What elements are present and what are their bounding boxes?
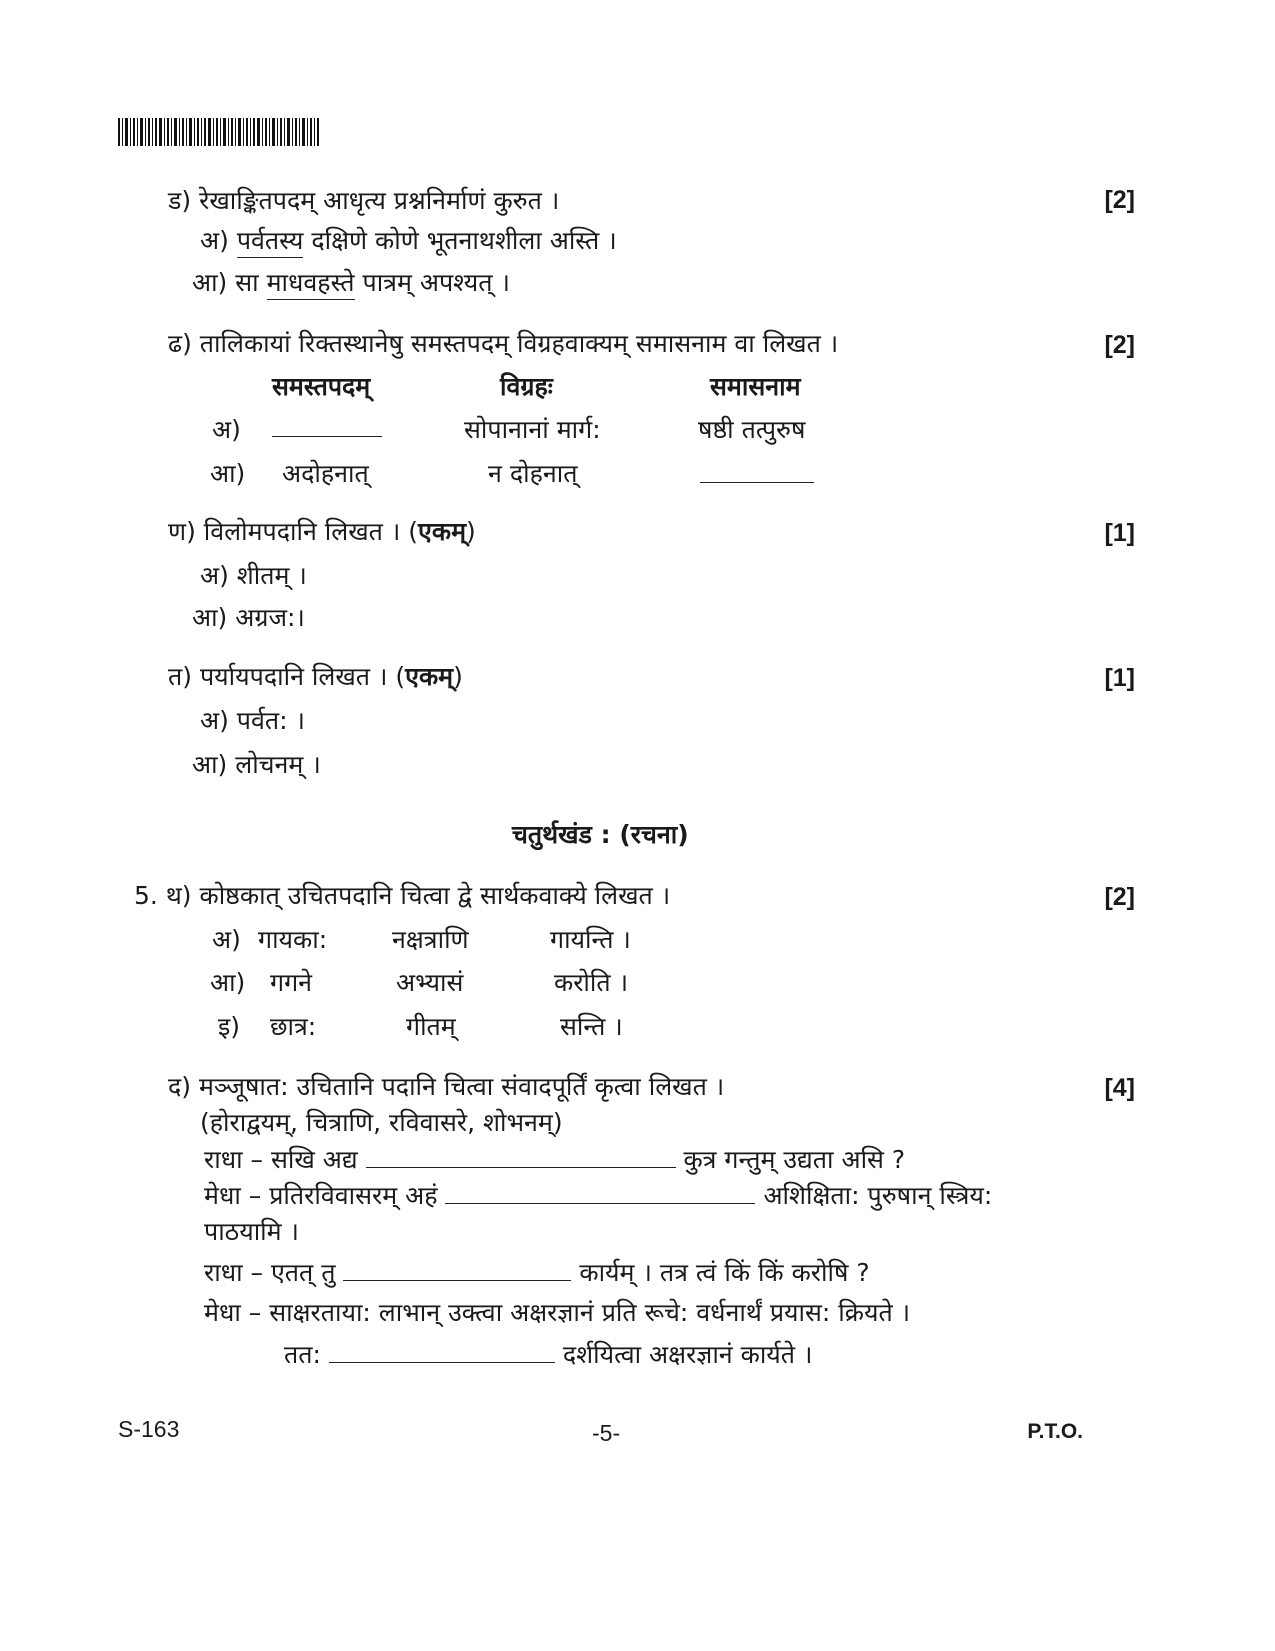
question-da-label: ड) xyxy=(168,186,192,215)
option-text: पात्रम् अपश्यत् । xyxy=(354,268,510,297)
word-row-aa-c2: अभ्यासं xyxy=(396,968,464,997)
dialogue-text: कुत्र गन्तुम् उद्यता असि ? xyxy=(683,1145,906,1174)
page-number: -5- xyxy=(592,1420,621,1446)
question-da2 xyxy=(168,1072,724,1102)
dialogue-text: राधा – एतत् तु xyxy=(204,1258,336,1287)
option-label: अ) xyxy=(200,226,229,255)
question-na-close: ) xyxy=(466,517,476,546)
word-row-a-c3: गायन्ति । xyxy=(550,925,631,954)
question-na-option-aa: आ) अग्रज:। xyxy=(192,603,305,632)
question-ta-text: पर्यायपदानि लिखत । ( xyxy=(199,662,406,691)
table-row-aa-vigraha: न दोहनात् xyxy=(488,459,578,488)
question-da2-label: द) xyxy=(168,1072,192,1101)
question-5-tha-text: कोष्ठकात् उचितपदानि चित्वा द्वे सार्थकवाक्ये लिखत । xyxy=(199,881,671,910)
pto-label: P.T.O. xyxy=(1027,1420,1083,1443)
question-na-text: विलोमपदानि लिखत । ( xyxy=(203,517,419,546)
question-5-tha xyxy=(134,881,670,911)
dialogue-line-2 xyxy=(204,1181,992,1211)
question-dha-label: ढ) xyxy=(168,329,192,358)
answer-blank xyxy=(343,1260,571,1281)
dialogue-line-5 xyxy=(284,1340,812,1370)
table-row-aa-samastapadam: अदोहनात् xyxy=(282,459,369,488)
question-ta xyxy=(168,662,463,692)
word-row-aa-label: आ) xyxy=(210,968,246,997)
dialogue-text: दर्शयित्वा अक्षरज्ञानं कार्यते । xyxy=(562,1340,813,1369)
answer-blank xyxy=(272,412,382,441)
question-da-option-aa xyxy=(192,268,510,298)
question-na-bold: एकम् xyxy=(418,517,467,546)
table-row-a-label: अ) xyxy=(212,415,241,444)
word-row-a-label: अ) xyxy=(212,925,241,954)
question-na-label: ण) xyxy=(168,517,196,546)
word-row-aa-c1: गगने xyxy=(270,968,313,997)
answer-blank xyxy=(445,1183,755,1204)
question-ta-option-aa: आ) लोचनम् । xyxy=(192,750,321,779)
word-row-a-c1: गायका: xyxy=(258,925,328,954)
question-ta-close: ) xyxy=(453,662,463,691)
question-da2-text: मञ्जूषात: उचितानि पदानि चित्वा संवादपूर्तिं कृत्वा लिखत । xyxy=(198,1072,725,1101)
word-row-aa-c3: करोति । xyxy=(554,968,629,997)
question-5-tha-label: थ) xyxy=(165,881,192,910)
paper-code: S-163 xyxy=(118,1416,180,1442)
word-row-i-c3: सन्ति । xyxy=(560,1012,623,1041)
word-row-i-c2: गीतम् xyxy=(406,1012,456,1041)
underlined-word: पर्वतस्य xyxy=(237,226,304,258)
word-row-i-label: इ) xyxy=(218,1012,241,1041)
table-row-a-vigraha: सोपानानां मार्ग: xyxy=(464,415,601,444)
word-box-options: (होराद्वयम्, चित्राणि, रविवासरे, शोभनम्) xyxy=(200,1108,563,1137)
dialogue-text: राधा – सखि अद्य xyxy=(204,1145,358,1174)
table-header-samasanama: समासनाम xyxy=(710,372,801,401)
question-da2-marks: [4] xyxy=(1104,1074,1135,1102)
answer-blank xyxy=(329,1342,555,1363)
dialogue-text: कार्यम् । तत्र त्वं किं किं करोषि ? xyxy=(579,1258,870,1287)
underlined-word: माधवहस्ते xyxy=(267,268,355,300)
question-number: 5. xyxy=(134,881,158,910)
question-ta-label: त) xyxy=(168,662,193,691)
barcode xyxy=(118,118,320,150)
barcode-graphic xyxy=(118,118,320,146)
dialogue-text: अशिक्षिता: पुरुषान् स्त्रिय: xyxy=(763,1181,993,1210)
table-header-samastapadam: समस्तपदम् xyxy=(272,372,371,401)
answer-blank xyxy=(366,1147,676,1168)
option-text: दक्षिणे कोणे भूतनाथशीला अस्ति । xyxy=(303,226,617,255)
table-row-a-samasanama: षष्ठी तत्पुरुष xyxy=(698,415,806,444)
dialogue-line-1 xyxy=(204,1145,905,1175)
dialogue-line-4: मेधा – साक्षरताया: लाभान् उक्त्वा अक्षरज्ञानं प्रति रूचे: वर्धनार्थं प्रयास: क्रियते । xyxy=(204,1298,911,1327)
table-header-vigraha: विग्रहः xyxy=(500,372,553,401)
option-text: सा xyxy=(235,268,267,297)
dialogue-text: मेधा – प्रतिरविवासरम् अहं xyxy=(204,1181,438,1210)
table-row-aa-label: आ) xyxy=(210,459,246,488)
question-na xyxy=(168,517,476,547)
question-ta-bold: एकम् xyxy=(405,662,454,691)
question-na-option-a: अ) शीतम् । xyxy=(200,561,307,590)
question-na-marks: [1] xyxy=(1104,519,1135,547)
question-dha xyxy=(168,329,838,359)
option-label: आ) xyxy=(192,268,228,297)
word-row-i-c1: छात्र: xyxy=(270,1012,317,1041)
question-da-option-a xyxy=(200,226,617,256)
question-dha-text: तालिकायां रिक्तस्थानेषु समस्तपदम् विग्रहवाक्यम् समासनाम वा लिखत । xyxy=(199,329,839,358)
question-da-marks: [2] xyxy=(1104,186,1135,214)
answer-blank xyxy=(700,458,814,487)
question-dha-marks: [2] xyxy=(1104,331,1135,359)
question-ta-marks: [1] xyxy=(1104,664,1135,692)
question-ta-option-a: अ) पर्वत: । xyxy=(200,706,305,735)
question-da xyxy=(168,186,559,216)
question-5-tha-marks: [2] xyxy=(1104,883,1135,911)
question-da-text: रेखाङ्कितपदम् आधृत्य प्रश्ननिर्माणं कुरुत । xyxy=(199,186,560,215)
dialogue-text: तत: xyxy=(284,1340,321,1369)
dialogue-line-2-cont: पाठयामि । xyxy=(204,1217,300,1246)
section-heading: चतुर्थखंड : (रचना) xyxy=(512,820,689,849)
word-row-a-c2: नक्षत्राणि xyxy=(392,925,469,954)
dialogue-line-3 xyxy=(204,1258,870,1288)
